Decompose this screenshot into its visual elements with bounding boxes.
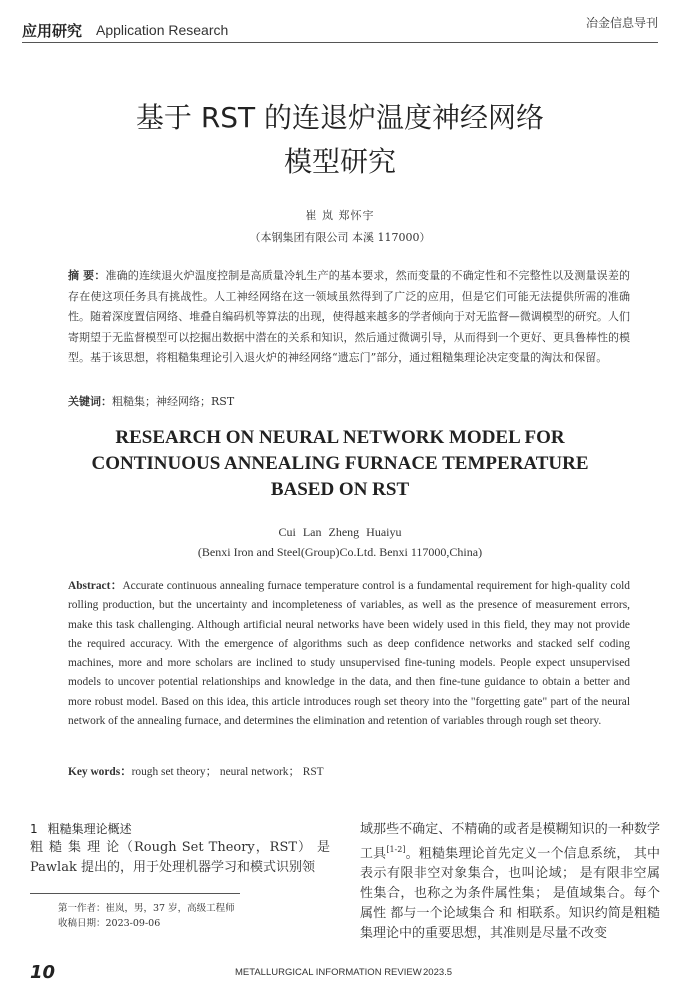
authors-en: Cui Lan Zheng Huaiyu [278,525,402,539]
affiliation-en: (Benxi Iron and Steel(Group)Co.Ltd. Benxi 117000,China) [197,545,483,559]
body-left-column [30,838,330,878]
header-section-cn: 应用研究 [22,22,83,40]
title-cn-line-1: 基于 RST 的连退炉温度神经网络 [135,101,545,134]
header-journal-name: 冶金信息导刊 [585,16,658,30]
footer-issue-date: 2023.5 [423,967,453,978]
section-1-title: 粗糙集理论概述 [47,822,132,836]
title-en-line-3: BASED ON RST [270,479,410,500]
section-1-heading [30,820,132,837]
abstract-en-text: Accurate continuous annealing furnace temperature control is a fundamental requirement for high-quality cold rolling production, but the uncertainty and incompleteness of variables, as well as the presence of measurement errors, make this task challenging. Although artificial neural networks have been widely used in this field, they may not provide the required accuracy. With the emergence of algorithms such as deep confidence networks and stacked self coding machines, more and more scholars are inclined to study unsupervised fine-tuning models. People expect unsupervised models to uncover potential relationships and knowledge in the data, and then fine-tune guidance to obtain a better and more robust model. Based on this idea, this article introduces rough set theory into the "forgetting gate" part of the neural network of the annealing furnace, and determines the elimination and retention of variables through rough set theory. [68,580,630,728]
page-number: 10 [30,962,56,983]
body-right-text-2: 。粗糙集理论首先定义一个信息系统， 其中 表示有限非空对象集合，也叫论域； 是有限非空属性集合，也称之为条件属性集； 是值域集合。每个属性 都与一个论域集合 和 相联系。知识约简是粗糙集理论中的重要思想，其准则是尽量不改变 [360,846,660,942]
abstract-en-label: Abstract： [68,580,123,592]
abstract-cn [68,266,630,369]
body-right-column [360,820,660,944]
body-left-text: 粗 糙 集 理 论（Rough Set Theory，RST） 是 Pawlak 提出的，用于处理机器学习和模式识别领 [30,840,330,875]
affiliation-cn: （本钢集团有限公司 本溪 117000） [249,231,431,244]
footnote-author: 第一作者：崔岚，男，37 岁，高级工程师 [58,903,235,914]
abstract-cn-label: 摘 要： [68,269,106,282]
keywords-cn-label: 关键词： [68,395,112,408]
authors-cn: 崔 岚 郑怀宇 [305,209,375,222]
footnote-received: 收稿日期：2023-09-06 [58,918,161,929]
section-1-number: 1 [30,822,38,836]
keywords-en-text: rough set theory； neural network； RST [131,766,324,778]
abstract-cn-text: 准确的连续退火炉温度控制是高质量冷轧生产的基本要求，然而变量的不确定性和不完整性以及测量误差的存在使这项任务具有挑战性。人工神经网络在这一领域虽然得到了广泛的应用，但是它们可能无法提供所需的准确性。随着深度置信网络、堆叠自编码机等算法的出现，使得越来越多的学者倾向于对无监督—微调模型的研究。人们寄期望于无监督模型可以挖掘出数据中潜在的关系和知识，然后通过微调引导，从而得到一个更好、更具鲁棒性的模型。基于该思想，将粗糙集理论引入退火炉的神经网络“遗忘门”部分，通过粗糙集理论决定变量的淘汰和保留。 [68,269,630,364]
citation: [1-2] [386,845,406,854]
title-cn-line-2: 模型研究 [283,145,396,178]
title-cn [40,96,640,184]
title-en [40,425,640,503]
body-right-text-1: 域那些不确定、不精确的或者是模糊知识的一种数学工具 [360,822,660,862]
title-en-line-2: CONTINUOUS ANNEALING FURNACE TEMPERATURE [91,453,589,474]
footnote-rule [30,893,240,894]
keywords-en-label: Key words： [68,766,132,778]
header-section-en: Application Research [96,22,229,38]
keywords-cn [68,393,234,409]
footer-journal-name: METALLURGICAL INFORMATION REVIEW [235,967,422,978]
header-rule [22,42,658,43]
keywords-cn-text: 粗糙集；神经网络；RST [112,395,235,408]
title-en-line-1: RESEARCH ON NEURAL NETWORK MODEL FOR [115,427,565,448]
abstract-en [68,577,630,731]
keywords-en [68,763,324,779]
